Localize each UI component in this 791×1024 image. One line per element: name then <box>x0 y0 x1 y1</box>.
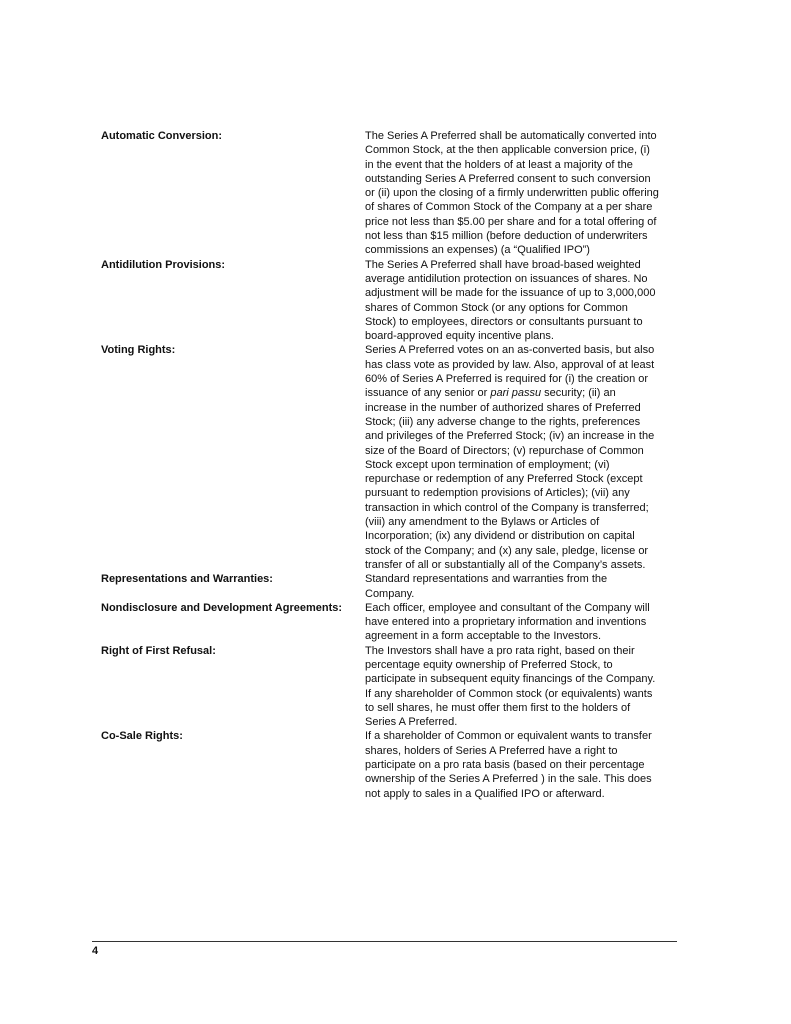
footer-divider <box>92 941 677 942</box>
term-text-italic: pari passu <box>490 387 542 400</box>
term-row-automatic-conversion <box>101 129 661 258</box>
term-row-right-of-first-refusal <box>101 644 661 730</box>
term-body <box>365 601 659 644</box>
term-body <box>365 729 659 800</box>
term-label: Automatic Conversion: <box>101 130 223 142</box>
term-row-antidilution-provisions <box>101 258 661 344</box>
term-text-part: Series A Preferred votes on an as-converted basis, but also has class vote as provided by law. Also, approval of at least 60% of Series A Preferred is required for (i) the creation or issuance of any senior or <box>365 344 655 400</box>
term-label: Right of First Refusal: <box>101 644 216 657</box>
term-body <box>365 644 659 730</box>
term-body <box>365 343 659 572</box>
page-number: 4 <box>92 945 99 957</box>
term-text: The Investors shall have a pro rata right, based on their percentage equity ownership of Preferred Stock, to participate in subsequent equity financings of the Company. If any shareholder of Common stock (or equivalents) wants to sell shares, he must offer them first to the holders of Series A Preferred. <box>365 644 656 729</box>
term-row-representations-warranties <box>101 572 661 601</box>
term-text <box>365 343 659 572</box>
term-text: The Series A Preferred shall be automatically converted into Common Stock, at the then applicable conversion price, (i) in the event that the holders of at least a majority of the outstanding Series A Preferred consent to such conversion or (ii) upon the closing of a firmly underwritten public offering of shares of Common Stock of the Company at a per share price not less than $5.00 per share and for a total offering of not less than $15 million (before deduction of underwriters commissions an expenses) (a “Qualified IPO”) <box>365 130 659 257</box>
term-row-nondisclosure-development <box>101 601 661 644</box>
term-text: If a shareholder of Common or equivalent wants to transfer shares, holders of Series A Preferred have a right to participate on a pro rata basis (based on their percentage ownership of the Series A Preferred ) in the sale. This does not apply to sales in a Qualified IPO or afterward. <box>365 730 652 800</box>
term-body <box>365 572 659 601</box>
term-text: The Series A Preferred shall have broad-based weighted average antidilution protection on issuances of shares. No adjustment will be made for the issuance of up to 3,000,000 shares of Common Stock (or any options for Common Stock) to employees, directors or consultants pursuant to board-approved equity incentive plans. <box>365 258 656 343</box>
term-text: Standard representations and warranties from the Company. <box>365 573 608 600</box>
term-sheet-table <box>101 129 661 801</box>
term-label: Voting Rights: <box>101 344 176 357</box>
term-label: Nondisclosure and Development Agreements: <box>101 601 343 614</box>
term-body <box>365 129 659 258</box>
term-label: Antidilution Provisions: <box>101 258 226 271</box>
term-text: Each officer, employee and consultant of the Company will have entered into a proprietary information and inventions agreement in a form acceptable to the Investors. <box>365 601 650 643</box>
term-label: Co-Sale Rights: <box>101 730 183 743</box>
term-text-part: security; (ii) an increase in the number of authorized shares of Preferred Stock; (iii) any adverse change to the rights, preferences and privileges of the Preferred Stock; (iv) an increase in the size of the Board of Directors; (v) repurchase of Common Stock except upon termination of employment; (vi) repurchase or redemption of any Preferred Stock (except pursuant to redemption provisions of Articles); (vii) any transaction in which control of the Company is transferred; (viii) any amendment to the Bylaws or Articles of Incorporation; (ix) any dividend or distribution on capital stock of the Company; and (x) any sale, pledge, license or transfer of all or substantially all of the Company’s assets. <box>365 387 655 571</box>
term-body <box>365 258 659 344</box>
term-label: Representations and Warranties: <box>101 573 273 586</box>
term-row-voting-rights <box>101 343 661 572</box>
term-row-co-sale-rights <box>101 729 661 800</box>
